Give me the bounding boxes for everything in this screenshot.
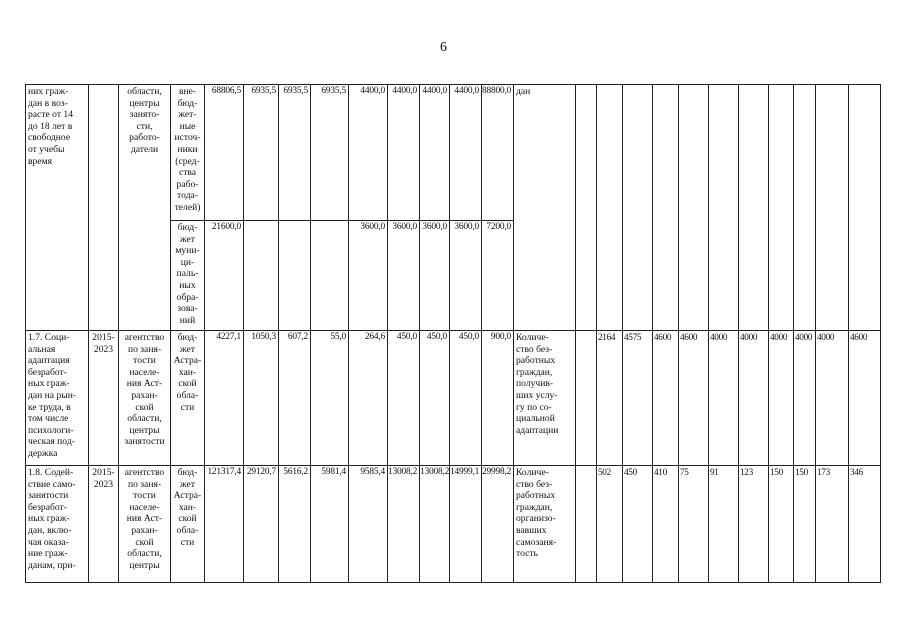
indicator-value-cell	[738, 84, 769, 331]
period-cell: 2015- 2023	[88, 465, 119, 583]
funding-value-cell: 5981,4	[310, 465, 349, 583]
funding-value-cell: 88800,0	[481, 84, 514, 221]
indicator-name-cell: Количе- ство без- работных граждан, организо- вавших самозаня- тость	[513, 465, 576, 583]
funding-value-cell: 29120,7	[243, 465, 279, 583]
funding-value-cell: 450,0	[387, 330, 420, 466]
funding-value-cell: 264,6	[348, 330, 388, 466]
indicator-value-cell: 4600	[652, 330, 679, 466]
funding-value-cell: 6935,5	[310, 84, 349, 221]
indicator-value-cell: 4600	[848, 330, 881, 466]
funding-source-cell: бюд- жет Астра- хан- ской обла- сти	[170, 330, 205, 466]
indicator-value-cell: 4600	[678, 330, 709, 466]
funding-value-cell: 3600,0	[449, 220, 482, 331]
funding-value-cell: 3600,0	[419, 220, 450, 331]
indicator-value-cell	[768, 84, 794, 331]
funding-value-cell: 1050,3	[243, 330, 279, 466]
executor-cell: агентство по заня- тости населе- ния Аст- рахан- ской области, центры	[118, 465, 171, 583]
funding-value-cell: 900,0	[481, 330, 514, 466]
indicator-value-cell: 2164	[596, 330, 623, 466]
funding-value-cell: 6935,5	[278, 84, 311, 221]
funding-value-cell	[310, 220, 349, 331]
funding-value-cell: 3600,0	[348, 220, 388, 331]
funding-value-cell: 5616,2	[278, 465, 311, 583]
funding-value-cell	[243, 220, 279, 331]
indicator-value-cell: 4000	[738, 330, 769, 466]
indicator-value-cell: 4000	[708, 330, 739, 466]
funding-value-cell: 4400,0	[387, 84, 420, 221]
executor-cell: области, центры занято- сти, работо- датели	[118, 84, 171, 331]
indicator-value-cell: 150	[793, 465, 816, 583]
funding-value-cell: 13008,2	[419, 465, 450, 583]
funding-value-cell: 121317,4	[204, 465, 244, 583]
indicator-value-cell	[708, 84, 739, 331]
funding-value-cell: 29998,2	[481, 465, 514, 583]
indicator-name-cell: Количе- ство без- работных граждан, получив- ших услу- гу по со- циальной адаптации	[513, 330, 576, 466]
funding-value-cell: 68806,5	[204, 84, 244, 221]
indicator-value-cell: 4000	[815, 330, 849, 466]
indicator-value-cell	[815, 84, 849, 331]
indicator-value-cell	[848, 84, 881, 331]
indicator-value-cell: 410	[652, 465, 679, 583]
period-cell: 2015- 2023	[88, 330, 119, 466]
indicator-value-cell: 123	[738, 465, 769, 583]
indicator-value-cell: 150	[768, 465, 794, 583]
indicator-value-cell: 4000	[793, 330, 816, 466]
indicator-blank-cell	[575, 84, 597, 331]
funding-value-cell: 450,0	[419, 330, 450, 466]
funding-value-cell: 4400,0	[348, 84, 388, 221]
funding-value-cell: 55,0	[310, 330, 349, 466]
period-cell	[88, 84, 119, 331]
indicator-value-cell: 4000	[768, 330, 794, 466]
indicator-value-cell: 4575	[622, 330, 653, 466]
indicator-value-cell: 75	[678, 465, 709, 583]
funding-value-cell: 4400,0	[449, 84, 482, 221]
funding-value-cell	[278, 220, 311, 331]
indicator-value-cell: 346	[848, 465, 881, 583]
funding-value-cell: 13008,2	[387, 465, 420, 583]
funding-value-cell: 14999,1	[449, 465, 482, 583]
funding-value-cell: 7200,0	[481, 220, 514, 331]
indicator-value-cell: 91	[708, 465, 739, 583]
executor-cell: агентство по заня- тости населе- ния Аст- рахан- ской области, центры занятости	[118, 330, 171, 466]
page-number: 6	[440, 40, 447, 55]
indicator-value-cell	[652, 84, 679, 331]
funding-value-cell: 9585,4	[348, 465, 388, 583]
funding-value-cell: 4227,1	[204, 330, 244, 466]
indicator-value-cell	[678, 84, 709, 331]
funding-source-cell: бюд- жет муни- ци- паль- ных обра- зова- ний	[170, 220, 205, 331]
indicator-blank-cell	[575, 465, 597, 583]
indicator-value-cell: 450	[622, 465, 653, 583]
indicator-value-cell: 173	[815, 465, 849, 583]
indicator-value-cell: 502	[596, 465, 623, 583]
funding-source-cell: бюд- жет Астра- хан- ской обла- сти	[170, 465, 205, 583]
funding-value-cell: 607,2	[278, 330, 311, 466]
funding-value-cell: 3600,0	[387, 220, 420, 331]
indicator-blank-cell	[575, 330, 597, 466]
measure-name-cell: них граж- дан в воз- расте от 14 до 18 лет в свободное от учебы время	[25, 84, 89, 331]
funding-value-cell: 450,0	[449, 330, 482, 466]
measure-name-cell: 1.8. Содей- ствие само- занятости безработ- ных граж- дан, вклю- чая оказа- ние граж- данам, при-	[25, 465, 89, 583]
funding-source-cell: вне- бюд- жет- ные источ- ники (сред- ства рабо- тода- телей)	[170, 84, 205, 221]
funding-value-cell: 6935,5	[243, 84, 279, 221]
measure-name-cell: 1.7. Соци- альная адаптация безработ- ных граж- дан на рын- ке труда, в том числе психологи- ческая под- держка	[25, 330, 89, 466]
indicator-value-cell	[622, 84, 653, 331]
indicator-value-cell	[793, 84, 816, 331]
indicator-value-cell	[596, 84, 623, 331]
funding-value-cell: 21600,0	[204, 220, 244, 331]
indicator-name-cell: дан	[513, 84, 576, 331]
funding-value-cell: 4400,0	[419, 84, 450, 221]
